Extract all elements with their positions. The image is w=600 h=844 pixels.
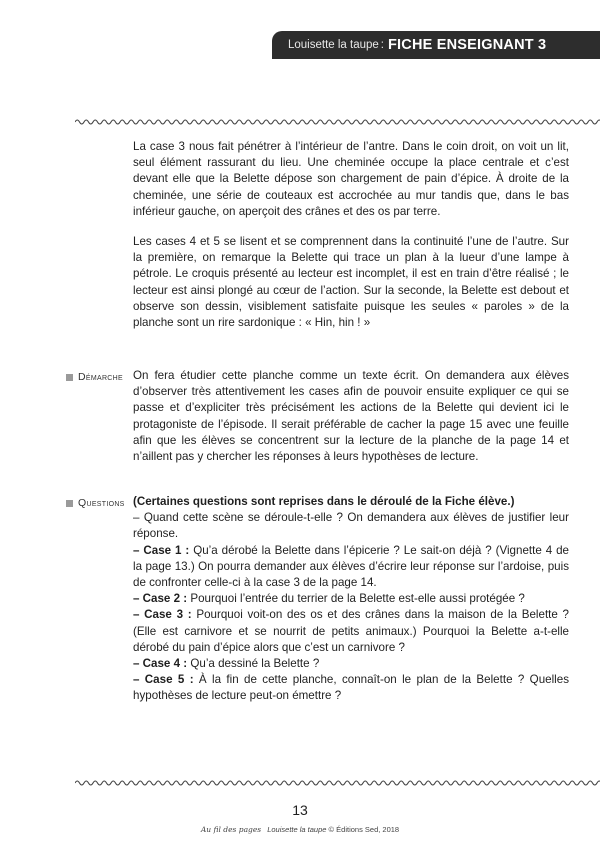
questions-general: – Quand cette scène se déroule-t-elle ? On demandera aux élèves de justifier leur réponse.	[133, 511, 569, 541]
questions-section	[133, 494, 569, 705]
question-item	[133, 656, 569, 672]
question-label: – Case 1 :	[133, 543, 190, 557]
question-item	[133, 543, 569, 592]
body-paragraph-1: La case 3 nous fait pénétrer à l’intérieur de l’antre. Dans le coin droit, on voit un lit, seul élément rassurant du lieu. Une cheminée occupe la place centrale et c’est devant elle que la Belette dépose son chargement de pain d’épice. À droite de la cheminée, une série de couteaux est accrochée au mur tandis que, dans le bas inférieur gauche, on aperçoit des crânes et des os par terre.	[133, 140, 569, 218]
footer-series: Au fil des pages	[200, 825, 262, 834]
body-paragraph-2: Les cases 4 et 5 se lisent et se comprennent dans la continuité l’une de l’autre. Sur la première, on remarque la Belette qui trace un plan à la lueur d’une lampe à pétrole. Le croquis présenté au lecteur est incomplet, il est en train d’être réalisé ; le lecteur est ainsi plongé au cœur de l’action. Sur la seconde, la Belette est debout et observe son dessin, visiblement satisfaite puisque les seules « paroles » de la planche sont un rire sardonique : « Hin, hin ! »	[133, 235, 569, 330]
questions-intro-text: (Certaines questions sont reprises dans le déroulé de la Fiche élève.)	[133, 495, 515, 508]
question-label: – Case 3 :	[133, 608, 192, 622]
question-item	[133, 672, 569, 704]
footer-copyright: © Éditions Sed, 2018	[328, 825, 400, 834]
question-label: – Case 4 :	[133, 657, 188, 671]
footer-book-title: Louisette la taupe	[267, 825, 327, 834]
top-wave-divider	[75, 117, 600, 127]
question-label: – Case 5 :	[133, 673, 194, 687]
question-item	[133, 607, 569, 656]
demarche-label-text: Démarche	[78, 371, 123, 383]
questions-label-text: Questions	[78, 497, 125, 509]
intro-section	[133, 139, 569, 331]
square-bullet-icon	[66, 500, 73, 507]
questions-label	[66, 497, 125, 509]
square-bullet-icon	[66, 374, 73, 381]
demarche-text: On fera étudier cette planche comme un texte écrit. On demandera aux élèves d’observer très attentivement les cases afin de pouvoir ensuite expliquer ce qui se passe et d’expliciter très précisément les actions de la Belette qui devient ici le protagoniste de l’épisode. Il serait préférable de cacher la page 15 avec une feuille afin que les élèves se concentrent sur la lecture de la planche de la page 14 et n’aillent pas y chercher les réponses à leurs hypothèses de lecture.	[133, 369, 569, 464]
footer	[0, 825, 600, 834]
question-text: Pourquoi voit-on des os et des crânes dans la maison de la Belette ? (Elle est carnivore et se nourrit de petits animaux.) Pourquoi la Belette a-t-elle dérobé du pain d’épice alors que c’est un carnivore ?	[133, 608, 570, 654]
demarche-section	[133, 368, 569, 465]
question-label: – Case 2 :	[133, 592, 188, 606]
bottom-wave-divider	[75, 778, 600, 788]
page-header	[272, 31, 600, 59]
header-separator: :	[380, 39, 384, 51]
question-text: Qu’a dessiné la Belette ?	[187, 657, 320, 671]
header-title: FICHE ENSEIGNANT 3	[388, 37, 547, 53]
questions-intro	[133, 494, 569, 510]
page-number: 13	[292, 802, 308, 818]
header-subtitle: Louisette la taupe	[288, 39, 379, 51]
question-item	[133, 591, 569, 607]
question-text: Pourquoi l’entrée du terrier de la Belette est-elle aussi protégée ?	[187, 592, 525, 606]
question-text: Qu’a dérobé la Belette dans l’épicerie ? Le sait-on déjà ? (Vignette 4 de la page 13.) On pourra demander aux élèves d’écrire leur réponse sur l’ardoise, puis de confronter celle-ci à la case 3 de la page 14.	[133, 543, 569, 590]
question-text: À la fin de cette planche, connaît-on le plan de la Belette ? Quelles hypothèses de lecture peut-on émettre ?	[133, 673, 569, 703]
demarche-label	[66, 371, 123, 383]
